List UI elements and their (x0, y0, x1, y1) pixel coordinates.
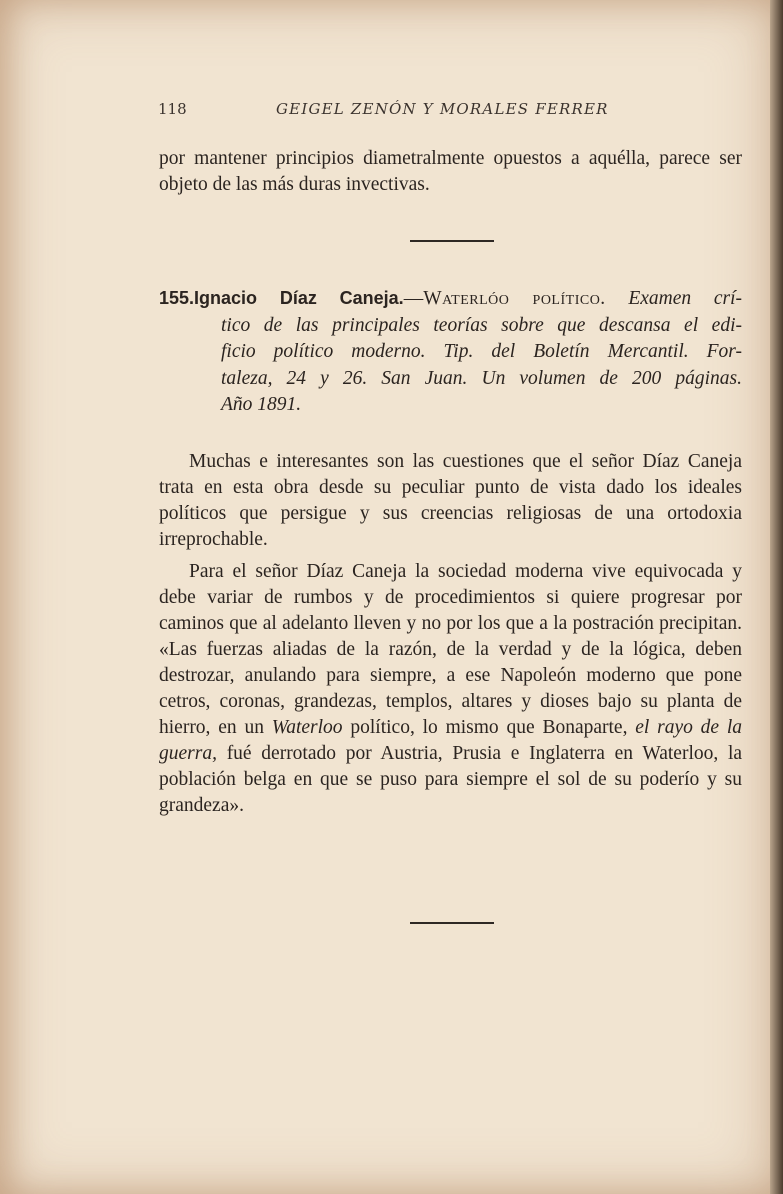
paragraph (159, 559, 742, 819)
running-title: GEIGEL ZENÓN Y MORALES FERRER (276, 100, 609, 118)
paragraph: Muchas e interesantes son las cuestiones que el señor Díaz Caneja trata en esta obra desde su peculiar punto de vista dado los ideales políticos que persigue y sus creencias religiosas de una ortodoxia irreprochable. (159, 451, 742, 550)
paragraph-text: político, lo mismo que Bonaparte, (350, 717, 628, 738)
entry-author: Ignacio Díaz Caneja. (194, 288, 404, 308)
entry-desc-line: Año 1891. (221, 394, 302, 415)
entry-first-line: 155.Ignacio Díaz Caneja.—Waterlóo político. Examen crí- (159, 288, 742, 309)
entry-desc-line: ficio político moderno. Tip. del Boletín Mercantil. For- (221, 341, 742, 362)
entry-desc-line: tico de las principales teorías sobre que descansa el edi- (221, 314, 742, 336)
entry-desc-line: Examen crí- (628, 288, 742, 309)
entry-title: Waterlóo político. (423, 288, 606, 309)
bibliography-entry (159, 285, 742, 419)
page-edge-shadow (770, 0, 783, 1194)
page-number: 118 (158, 100, 187, 118)
paragraph-continuation: por mantener principios diametralmente opuestos a aquélla, parece ser objeto de las más duras invectivas. (159, 148, 742, 195)
italic-text: Waterloo (271, 717, 343, 738)
entry-number: 155. (159, 288, 195, 308)
entry-desc-line: taleza, 24 y 26. San Juan. Un volumen de 200 páginas. (221, 367, 742, 389)
paragraph-text: Para el señor Díaz Caneja la sociedad moderna vive equivocada y debe variar de rumbos y de procedimientos si quiere progresar por caminos que al adelanto lleven y no por los que a la postración precipitan. «Las fuerzas aliadas de la razón, de la verdad y de la lógica, deben destrozar, anulando para siempre, a ese Napoleón moderno que pone cetros, coronas, grandezas, templos, altares y dioses bajo su planta de hierro, en un (159, 561, 742, 738)
section-divider (410, 240, 494, 242)
italic-text: el rayo de la guerra, (159, 717, 743, 764)
section-divider (410, 922, 494, 924)
paragraph-text: fué derrotado por Austria, Prusia e Inglaterra en Waterloo, la población belga en que se puso para siempre el sol de su poderío y su grandeza». (159, 743, 743, 816)
